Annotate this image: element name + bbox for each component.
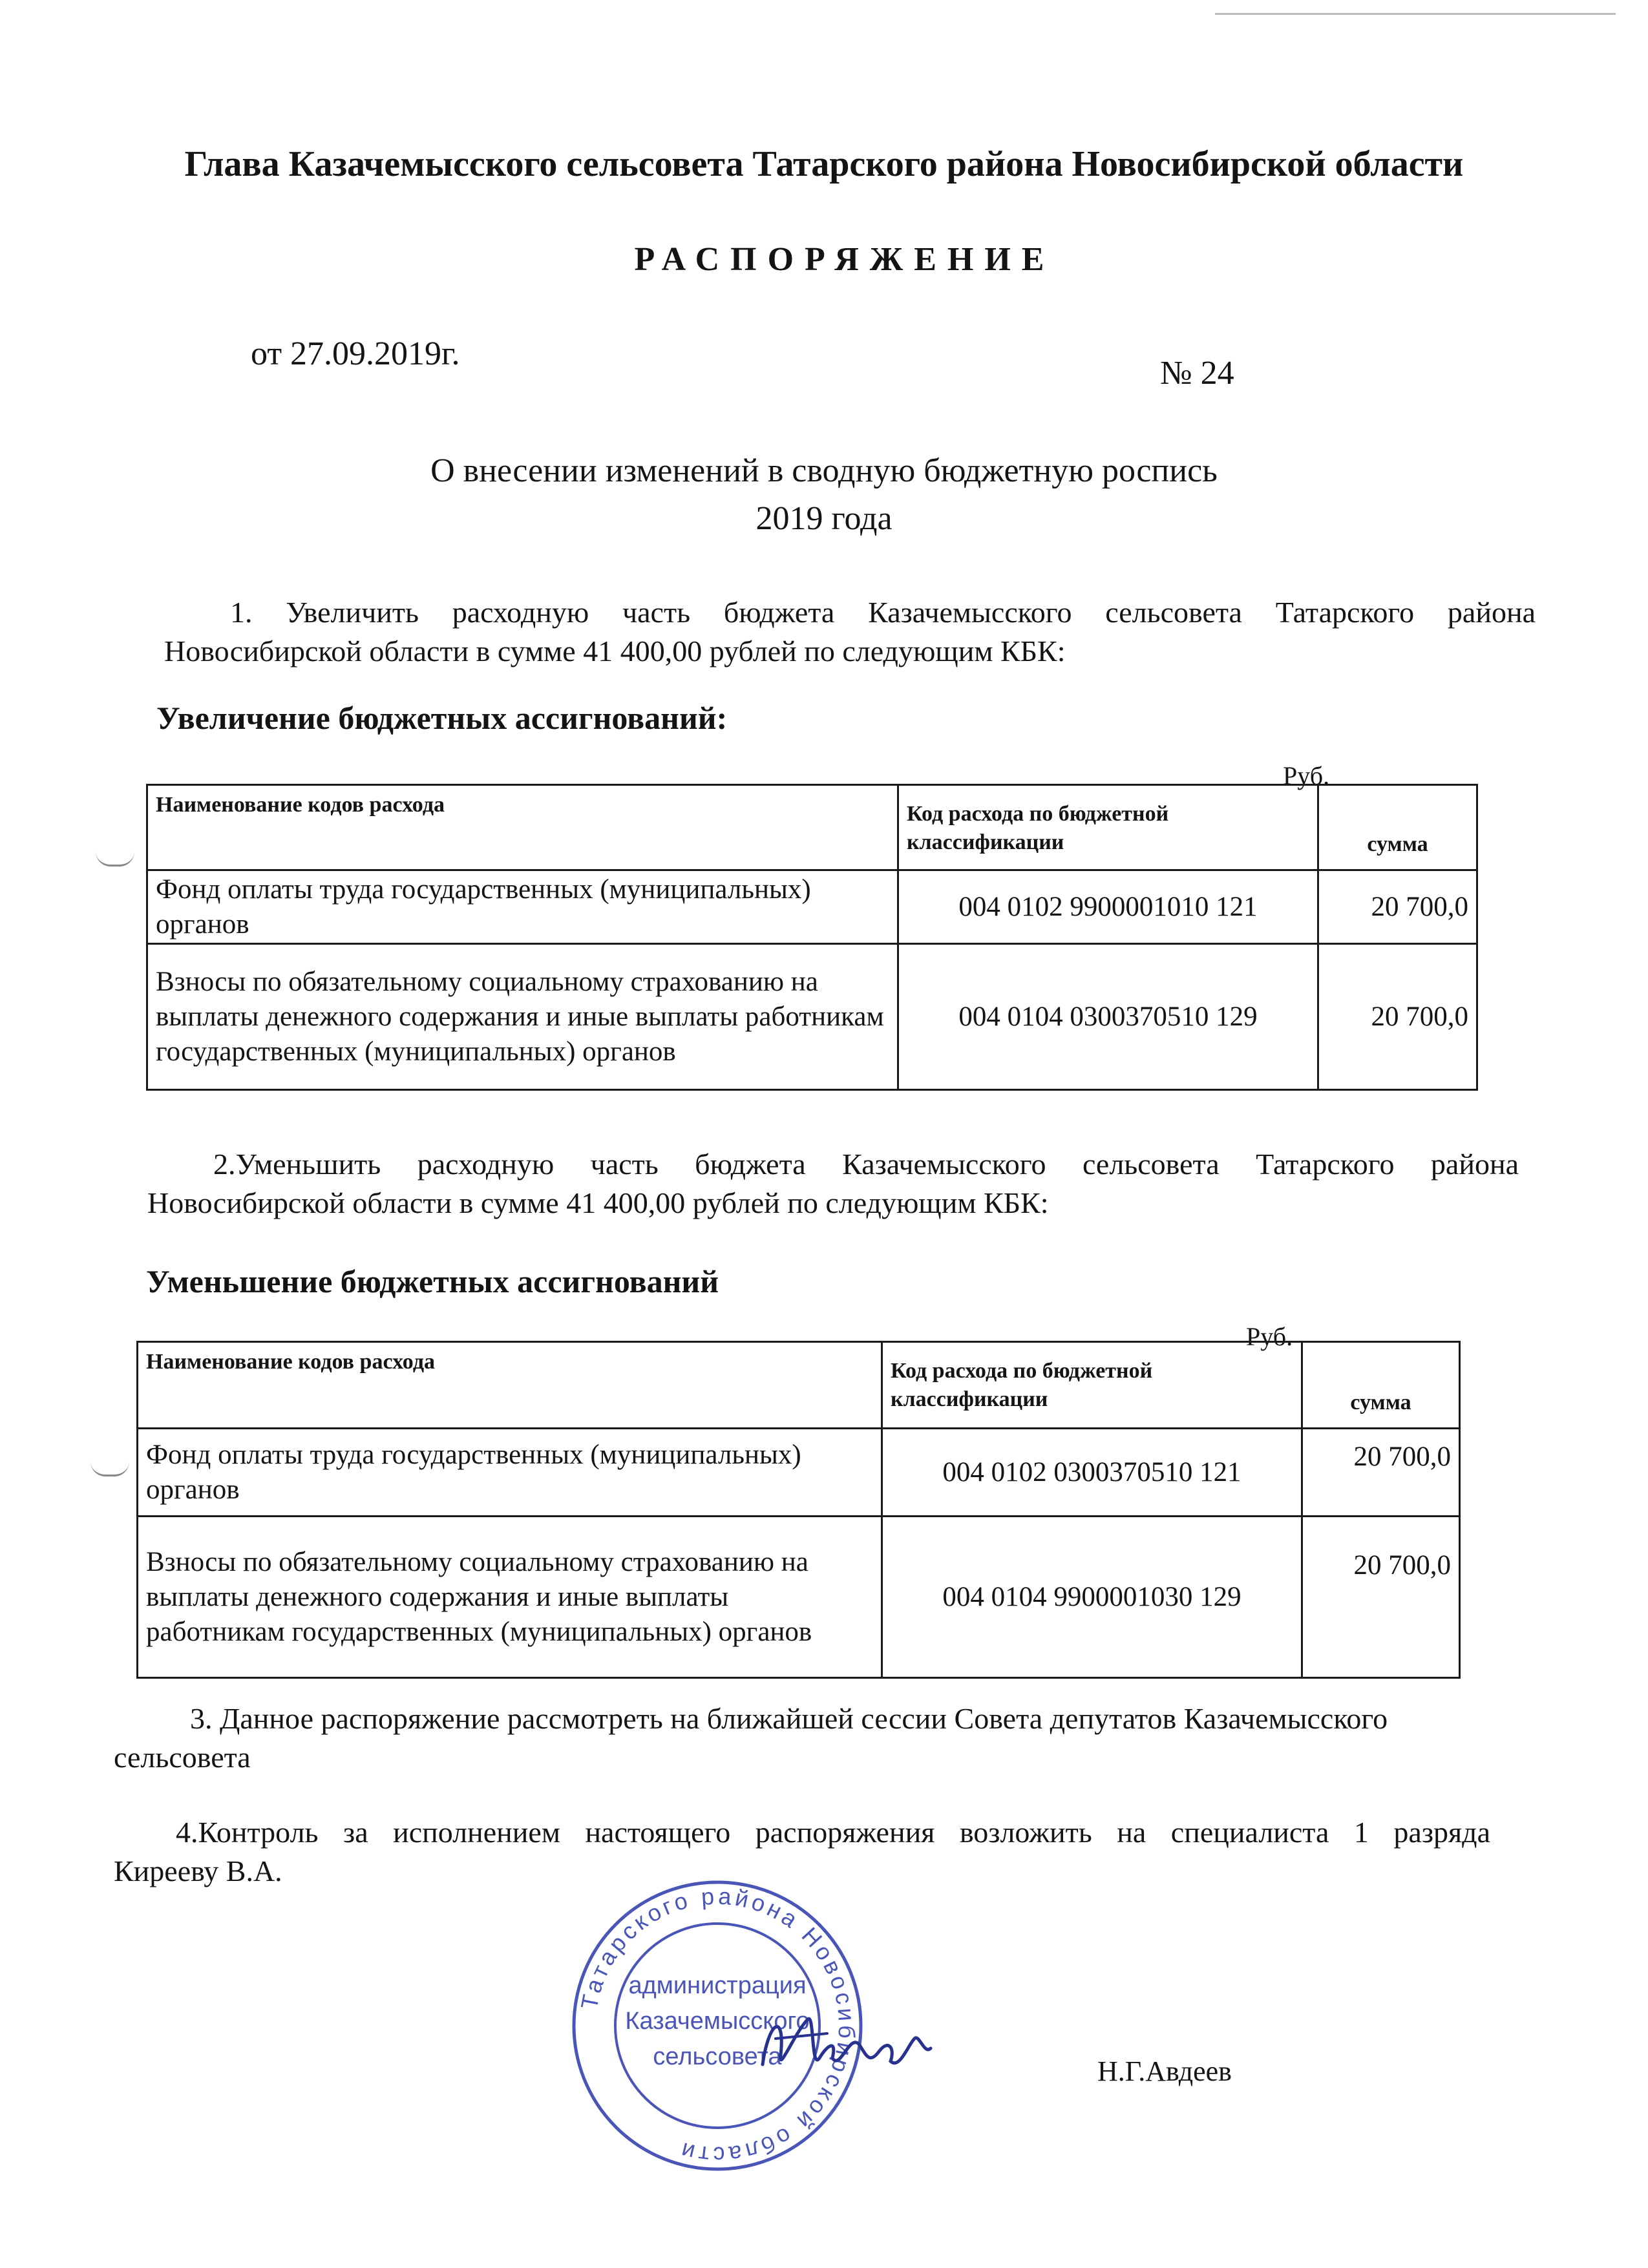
- item1-line-1: 1. Увеличить расходную часть бюджета Казачемысского сельсовета Татарского района: [230, 596, 1536, 629]
- item1-paragraph: [164, 593, 1536, 671]
- decrease-table: [136, 1341, 1461, 1679]
- table-row: [147, 870, 1477, 944]
- row-name: Фонд оплаты труда государственных (муниципальных) органов: [138, 1429, 882, 1517]
- stamp-line-1: администрация: [628, 1972, 807, 1999]
- increase-table: [146, 784, 1478, 1091]
- item3-paragraph: [114, 1699, 1536, 1777]
- header-sum: сумма: [1302, 1342, 1460, 1429]
- item1-line-2: Новосибирской области в сумме 41 400,00 рублей по следующим КБК:: [164, 635, 1066, 667]
- header-sum: сумма: [1318, 785, 1477, 870]
- subject-line-1: О внесении изменений в сводную бюджетную роспись: [430, 452, 1218, 489]
- item2-line-2: Новосибирской области в сумме 41 400,00 рублей по следующим КБК:: [147, 1186, 1049, 1219]
- increase-table-header: [147, 785, 1477, 870]
- document-number: № 24: [1160, 355, 1234, 392]
- decrease-table-header: [138, 1342, 1460, 1429]
- row-sum: 20 700,0: [1302, 1429, 1460, 1517]
- header-name: Наименование кодов расхода: [138, 1342, 882, 1429]
- organization-title: Глава Казачемысского сельсовета Татарского района Новосибирской области: [184, 144, 1464, 184]
- row-code: 004 0102 9900001010 121: [898, 870, 1318, 944]
- increase-currency: Руб.: [1283, 761, 1330, 790]
- stamp-outer-text: Татарского района Новосибирской области: [575, 1882, 861, 2169]
- row-name: Фонд оплаты труда государственных (муниципальных) органов: [147, 870, 898, 944]
- table-row: [138, 1517, 1460, 1678]
- stamp-line-3: сельсовета: [653, 2043, 782, 2070]
- table-row: [138, 1429, 1460, 1517]
- table-row: [147, 944, 1477, 1090]
- header-name: Наименование кодов расхода: [147, 785, 898, 870]
- row-name: Взносы по обязательному социальному страхованию на выплаты денежного содержания и иные выплаты работникам государственных (муниципальных) органов: [147, 944, 898, 1090]
- margin-mark: [90, 1462, 129, 1476]
- item4-line-2: Кирееву В.А.: [114, 1854, 282, 1887]
- row-sum: 20 700,0: [1302, 1517, 1460, 1678]
- header-code: Код расхода по бюджетной классификации: [882, 1342, 1302, 1429]
- row-name: Взносы по обязательному социальному страхованию на выплаты денежного содержания и иные выплаты работникам государственных (муниципальных) органов: [138, 1517, 882, 1678]
- item2-line-1: 2.Уменьшить расходную часть бюджета Казачемысского сельсовета Татарского района: [213, 1148, 1519, 1181]
- document-date: от 27.09.2019г.: [251, 335, 460, 372]
- signature-icon: [750, 1993, 944, 2090]
- item3-line-1: 3. Данное распоряжение рассмотреть на ближайшей сессии Совета депутатов Казачемысского: [190, 1702, 1388, 1735]
- increase-heading: Увеличение бюджетных ассигнований:: [156, 700, 728, 736]
- decrease-heading: Уменьшение бюджетных ассигнований: [146, 1263, 719, 1299]
- signer-name: Н.Г.Авдеев: [1097, 2055, 1232, 2087]
- decrease-currency: Руб.: [1246, 1322, 1293, 1351]
- item2-paragraph: [147, 1145, 1519, 1223]
- row-code: 004 0102 0300370510 121: [882, 1429, 1302, 1517]
- subject-line-2: 2019 года: [755, 500, 893, 537]
- row-sum: 20 700,0: [1318, 870, 1477, 944]
- row-code: 004 0104 0300370510 129: [898, 944, 1318, 1090]
- item4-line-1: 4.Контроль за исполнением настоящего распоряжения возложить на специалиста 1 разряда: [176, 1816, 1490, 1849]
- stamp-line-2: Казачемысского: [625, 2008, 810, 2035]
- margin-mark: [96, 852, 134, 866]
- row-code: 004 0104 9900001030 129: [882, 1517, 1302, 1678]
- handwritten-signature: [750, 1993, 944, 2094]
- document-type: РАСПОРЯЖЕНИЕ: [634, 241, 1055, 278]
- header-code: Код расхода по бюджетной классификации: [898, 785, 1318, 870]
- item3-line-2: сельсовета: [114, 1741, 251, 1774]
- scan-edge-line: [1215, 13, 1616, 15]
- document-subject: [0, 447, 1648, 543]
- row-sum: 20 700,0: [1318, 944, 1477, 1090]
